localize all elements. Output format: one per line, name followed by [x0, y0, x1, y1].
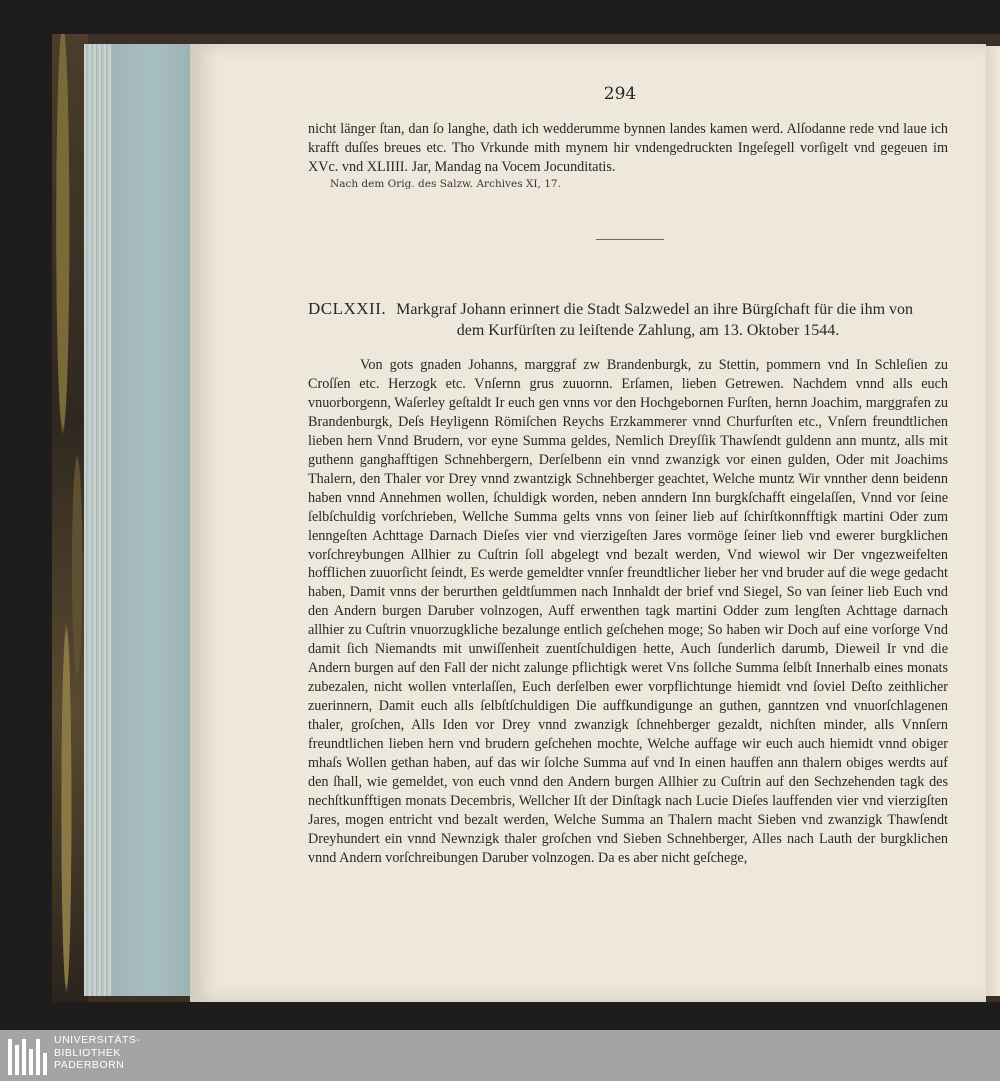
library-name — [54, 1034, 140, 1072]
document-heading — [308, 298, 948, 341]
continued-paragraph — [308, 120, 948, 177]
heading-line-1 — [308, 298, 948, 320]
library-name-line-1: UNIVERSITÄTS- — [54, 1034, 141, 1046]
document-number: DCLXXII. — [308, 299, 387, 318]
document-body — [308, 356, 948, 868]
marbled-endpaper — [52, 34, 88, 1002]
page-stack-edges — [84, 44, 196, 996]
library-logo-icon — [8, 1039, 48, 1075]
heading-title-part-1: Markgraf Johann erinnert die Stadt Salzwedel an ihre Bürgſchaft für die ihm von — [396, 301, 914, 318]
section-divider — [596, 239, 664, 240]
library-name-line-2: BIBLIOTHEK — [54, 1046, 121, 1059]
body-text: Von gots gnaden Johanns, marggraf zw Brandenburgk, zu Stettin, pommern vnd In Schleſien zu Croſſen etc. Herzogk etc. Vnſernn grus zuuornn. Erſamen, lieben Getrewen. Nachdem vnnd alls euch vnuorborgenn, Waſerley geſtaldt Ir euch gen vnns vor den Hochgebornen Furſten, hernn Joachim, marggrafen zu Brandenburgk, Deſs Heyligenn Römiſchen Reychs Erzkammerer vnnd Churfurſten etc., Vnſern freundtlichen lieben hern Vnnd Brudern, vor eyne Summa geldes, Nemlich Dreyſſik Thawſendt guldenn ann muntz, alls mit guthenn ganghafftigen Schnehbergern, Derſelbenn ein vnnd zwanzigk vor einen gulden, Oder mit Joachims Thalern, den Thaler vor Drey vnnd zwantzigk Schnehberger geachtet, Welche muntz Wir vnnther denn beidenn haben vnnd Annehmen wollen, ſchuldigk worden, neben anndern Inn burgkſchafft eingelaſſen, Vnnd vor ſeine ſelbſchuldig vorſchrieben, Wellche Summa gelts vnns von ſeiner lieb auf ſchirſtkonnfftigk martini Oder zum lenngeſten Achttage Darnach Dieſes vier vnd vierzigeſten Jares vormöge ſeiner lieb vnd ewerer burgklichen vorſchreybungen Allhier zu Cuſtrin ſoll abgelegt vnd bezalt werden, Vnd wiewol wir Der vngezweifelten hofflichen zuuorſicht ſeindt, Es werde gemeldter vnnſer freundtlicher lieber her vnd bruder auf die wege gedacht haben, Damit vnns der berurthen geldtſummen nach Innhaldt der brief vnd Siegel, So van ſeiner lieb Euch vnd den Andern burgen Daruber volnzogen, Auff erwenthen tagk martini Odder zum lengſten Achttage darnach allhier zu Cuſtrin vnuorzugkliche bezalunge entlich geſchehen moge; So haben wir Doch auf eine vorſorge Vnd damit ſich Niemandts mit unwiſſenheit zuentſchuldigen hette, Auch ſunderlich darumb, Dieweil Ir vnd die Andern burgen auf den Fall der nicht zalunge pflichtigk weret Vns ſollche Summa ſelbſt Innerhalb eines monats zubezalen, nicht wollen vnterlaſſen, Euch derſelben ewer vorpflichtunge hiemidt vnd ſoviel Deſto zeithlicher zuerinnern, Damit euch alls ſelbſtſchuldigen Die auffkundigunge an guthen, ganntzen vnd vnuorſchlagenen thaler, groſchen, Alls Iden vor Drey vnnd zwanzigk ſchnehberger gezaldt, nichſten minder, alls Vnnſern freundtlichen lieben hern vnd brudern geſchehen mochte, Welche auffage wir euch auch hiemidt vnnd obiger mhaſs Wollen gethan haben, auf das wir ſolche Summa auf vnd In einen hauffen ann thalern obiges werdts auf den ſhall, wie gemeldet, von euch vnnd den Andern burgen Allhier zu Cuſtrin auf den Sechzehenden tagk des nechſtkunfftigen monats Decembris, Wellcher Iſt der Dinſtagk nach Lucie Dieſes lauffenden vier vnd vierzigſten Jares, mogen entricht vnd bezalt werden, Welche Summa an Thalern macht Sieben vnd zwanzigk Thawſendt Dreyhundert ein vnnd Newnzigk thaler groſchen vnd Sieben Schnehberger, Alles nach Lauth der burgklichen vnnd Andern vorſchreibungen Daruber volnzogen. Da es aber nicht geſchege, — [308, 357, 948, 866]
paragraph-text: nicht länger ſtan, dan ſo langhe, dath ich wedderumme bynnen landes kamen werd. Alſodanne rede vnd laue ich krafft duſſes breues etc. Tho Vrkunde mith mynem hir vndengedruckten Ingeſegell vorſigelt vnd gegeuen im XVc. vnd XLIIII. Jar, Mandag na Vocem Jocunditatis. — [308, 121, 948, 175]
book-page — [190, 44, 986, 1002]
page-number: 294 — [603, 84, 637, 104]
library-name-line-3: PADERBORN — [54, 1059, 125, 1071]
source-note: Nach dem Orig. des Salzw. Archives XI, 17. — [330, 178, 561, 190]
heading-line-2: dem Kurfürſten zu leiſtende Zahlung, am 13. Oktober 1544. — [456, 322, 840, 339]
library-footer — [0, 1030, 1000, 1081]
